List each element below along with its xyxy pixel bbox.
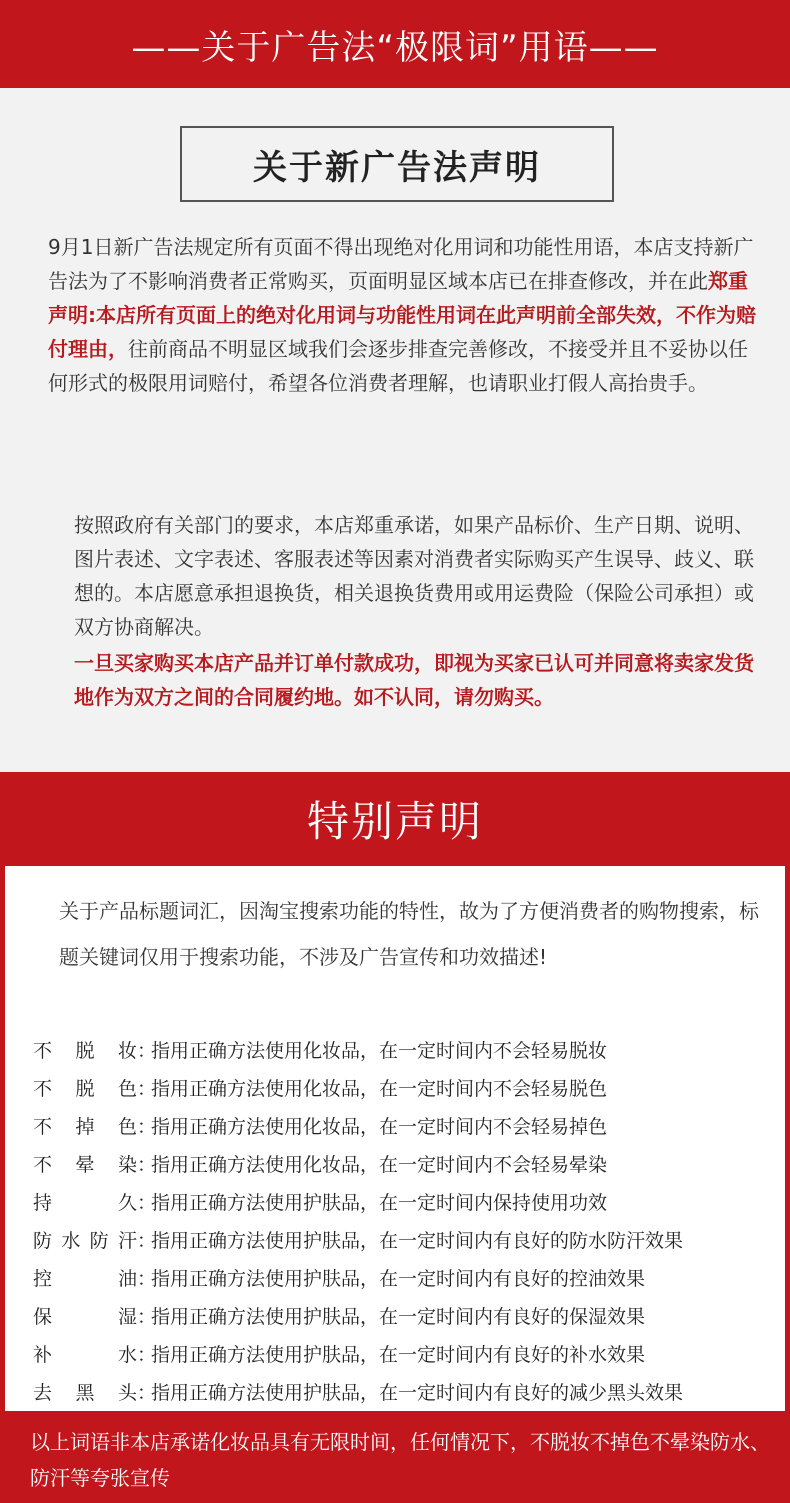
term-label: 持久 xyxy=(33,1192,137,1214)
p1-red-declaration: 郑重声明:本店所有页面上的绝对化用词与功能性用词在此声明前全部失效，不作为赔付理由， xyxy=(48,269,756,361)
term-colon: ： xyxy=(137,1306,157,1328)
term-colon: ： xyxy=(137,1268,157,1290)
special-footer-note: 以上词语非本店承诺化妆品具有无限时间，任何情况下，不脱妆不掉色不晕染防水、防汗等夸张宣传 xyxy=(30,1430,770,1490)
term-description: 指用正确方法使用化妆品，在一定时间内不会轻易掉色 xyxy=(151,1116,608,1138)
term-colon: ： xyxy=(137,1344,157,1366)
statement-paragraph-1 xyxy=(48,230,758,400)
p1-text-a: 9月1日新广告法规定所有页面不得出现绝对化用词和功能性用语，本店支持新广告法为了不影响消费者正常购买，页面明显区域本店已在排查修改，并在此 xyxy=(48,235,754,293)
header-banner xyxy=(0,0,790,88)
term-item xyxy=(33,1070,778,1108)
term-colon: ： xyxy=(137,1382,157,1404)
term-label: 控油 xyxy=(33,1268,137,1290)
term-description: 指用正确方法使用化妆品，在一定时间内不会轻易晕染 xyxy=(151,1154,608,1176)
term-label: 去黑头 xyxy=(33,1382,137,1404)
term-item xyxy=(33,1032,778,1070)
statement-paragraph-2: 按照政府有关部门的要求，本店郑重承诺，如果产品标价、生产日期、说明、图片表述、文字表述、客服表述等因素对消费者实际购买产生误导、歧义、联想的。本店愿意承担退换货，相关退换货费用或用运费险（保险公司承担）或双方协商解决。 xyxy=(74,513,754,639)
term-item xyxy=(33,1298,778,1336)
term-colon: ： xyxy=(137,1154,157,1176)
term-label: 不脱色 xyxy=(33,1078,137,1100)
term-colon: ： xyxy=(137,1116,157,1138)
term-description: 指用正确方法使用化妆品，在一定时间内不会轻易脱色 xyxy=(151,1078,608,1100)
term-description: 指用正确方法使用护肤品，在一定时间内有良好的补水效果 xyxy=(151,1344,646,1366)
term-description: 指用正确方法使用护肤品，在一定时间内保持使用功效 xyxy=(151,1192,608,1214)
term-item xyxy=(33,1184,778,1222)
term-description: 指用正确方法使用护肤品，在一定时间内有良好的保湿效果 xyxy=(151,1306,646,1328)
term-item xyxy=(33,1146,778,1184)
term-item xyxy=(33,1374,778,1412)
term-colon: ： xyxy=(137,1230,157,1252)
term-item xyxy=(33,1260,778,1298)
term-description: 指用正确方法使用化妆品，在一定时间内不会轻易脱妆 xyxy=(151,1040,608,1062)
statement-title-box xyxy=(180,126,614,202)
special-title: 特别声明 xyxy=(306,797,483,846)
special-panel xyxy=(5,866,785,1411)
term-colon: ： xyxy=(137,1040,157,1062)
term-item xyxy=(33,1222,778,1260)
special-statement-section xyxy=(0,772,790,1503)
term-description: 指用正确方法使用护肤品，在一定时间内有良好的防水防汗效果 xyxy=(151,1230,684,1252)
statement-paragraph-3: 一旦买家购买本店产品并订单付款成功，即视为买家已认可并同意将卖家发货地作为双方之间的合同履约地。如不认同，请勿购买。 xyxy=(74,651,754,709)
term-description: 指用正确方法使用护肤品，在一定时间内有良好的减少黑头效果 xyxy=(151,1382,684,1404)
statement-title: 关于新广告法声明 xyxy=(253,147,541,188)
term-label: 不掉色 xyxy=(33,1116,137,1138)
ad-law-statement-section xyxy=(0,88,790,772)
term-label: 防水防汗 xyxy=(33,1230,137,1252)
header-title: ——关于广告法“极限词”用语—— xyxy=(131,27,659,68)
term-colon: ： xyxy=(137,1078,157,1100)
p1-text-b: 往前商品不明显区域我们会逐步排查完善修改，不接受并且不妥协以任何形式的极限用词赔付，希望各位消费者理解，也请职业打假人高抬贵手。 xyxy=(48,337,748,395)
term-colon: ： xyxy=(137,1192,157,1214)
term-item xyxy=(33,1336,778,1374)
term-label: 不晕染 xyxy=(33,1154,137,1176)
term-description: 指用正确方法使用护肤品，在一定时间内有良好的控油效果 xyxy=(151,1268,646,1290)
special-intro: 关于产品标题词汇，因淘宝搜索功能的特性，故为了方便消费者的购物搜索，标题关键词仅用于搜索功能，不涉及广告宣传和功效描述! xyxy=(59,899,759,969)
term-label: 补水 xyxy=(33,1344,137,1366)
term-label: 不脱妆 xyxy=(33,1040,137,1062)
term-label: 保湿 xyxy=(33,1306,137,1328)
term-item xyxy=(33,1108,778,1146)
terms-list xyxy=(33,1032,778,1412)
